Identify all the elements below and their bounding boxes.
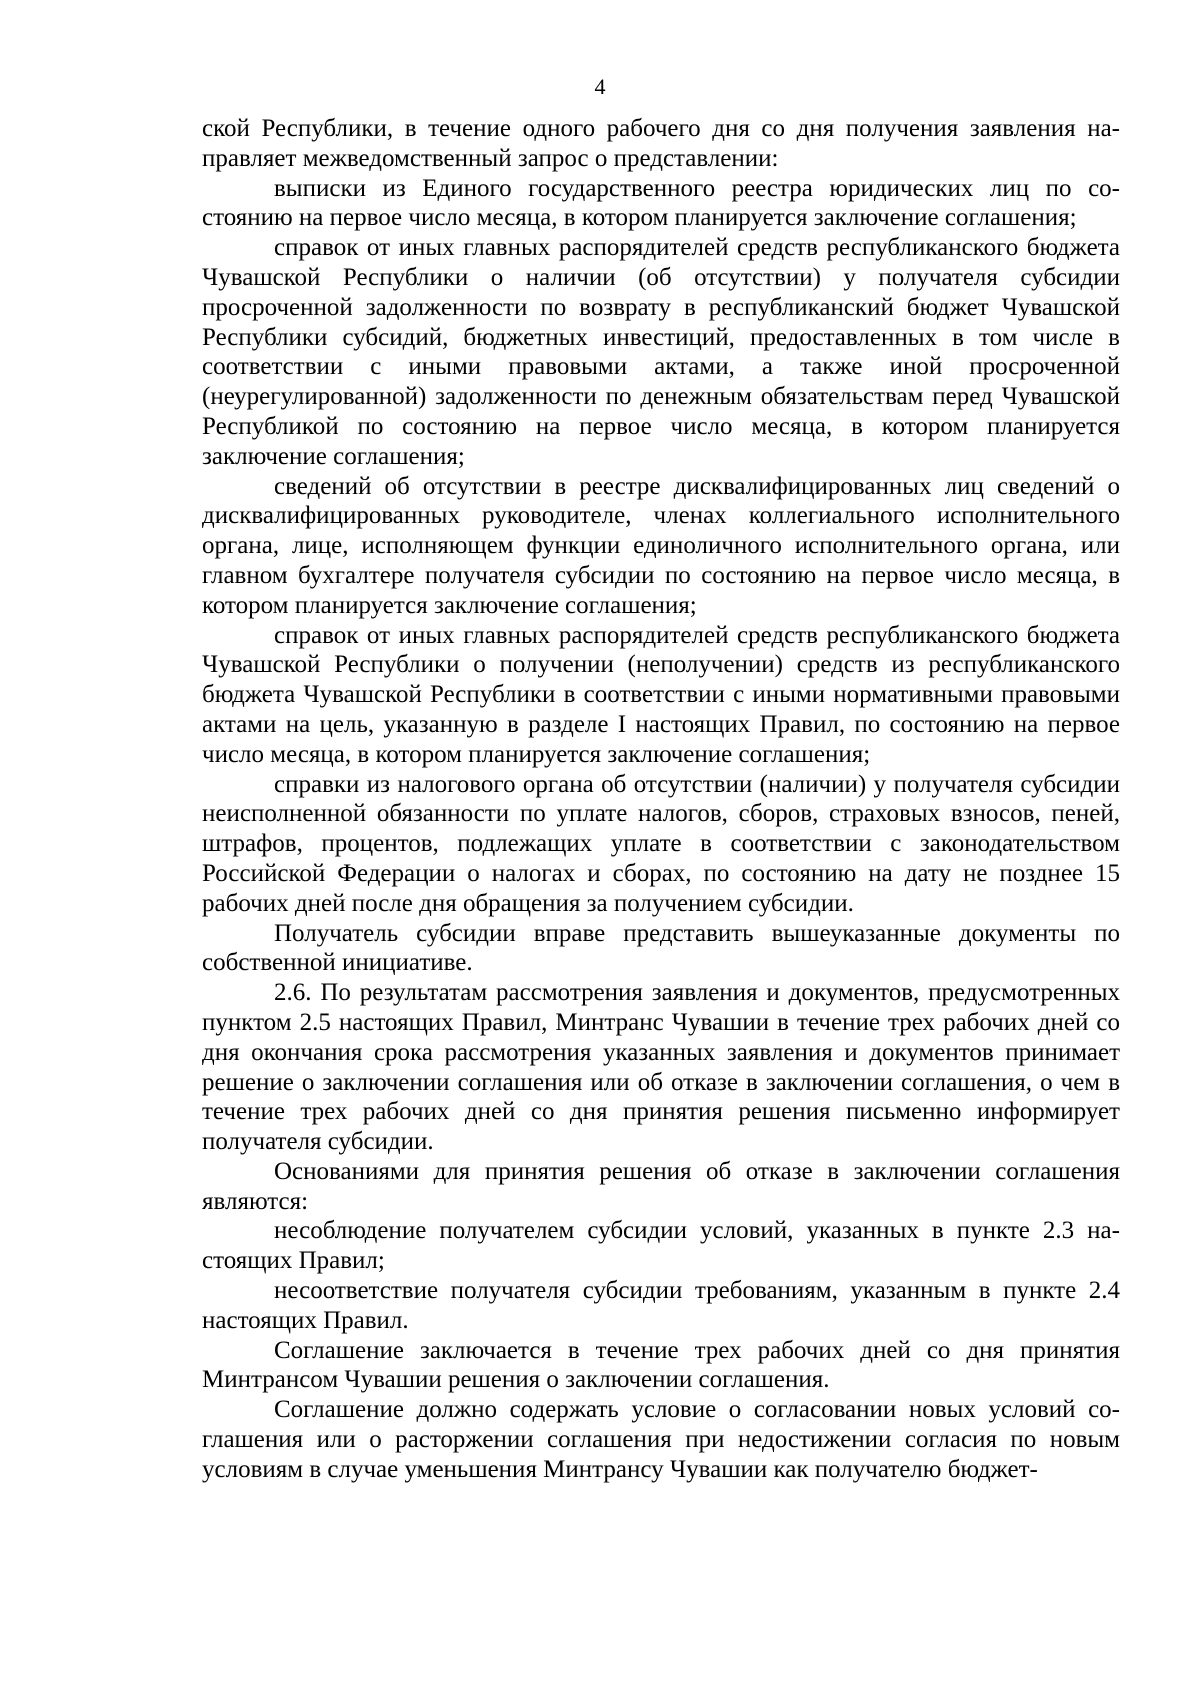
paragraph-refusal-ground-2: несоответствие получателя субсидии требованиям, указанным в пункте 2.4 настоящих Правил. [202,1277,1120,1334]
paragraph-agreement-conditions: Соглашение должно содержать условие о согласовании новых условий соглашения или о расторжении соглашения при недостижении согласия по новым условиям в случае уменьшения Минтрансу Чувашии как получателю бюджет- [202,1396,1120,1483]
paragraph-disqualified-persons: сведений об отсутствии в реестре дисквалифицированных лиц сведений о дисквалифицированных руководителе, членах коллегиального исполнительного органа, лице, исполняющем функции единоличного исполнительного органа, или главном бухгалтере получателя субсидии по состоянию на первое число месяца, в котором планируется заключение соглашения; [202,472,1120,619]
paragraph-refusal-ground-1: несоблюдение получателем субсидии условий, указанных в пункте 2.3 настоящих Правил; [202,1217,1120,1275]
paragraph-continuation: ской Республики, в течение одного рабочего дня со дня получения заявления направляет межведомственный запрос о представлении: [202,115,1120,172]
paragraph-own-initiative: Получатель субсидии вправе представить вышеуказанные документы по собственной инициативе. [202,919,1120,977]
paragraph-section-2-6: 2.6. По результатам рассмотрения заявления и документов, предусмотренных пунктом 2.5 настоящих Правил, Минтранс Чувашии в течение трех рабочих дней со дня окончания срока рассмотрения указанных заявления и документов принимает решение о заключении соглашения или об отказе в заключении соглашения, о чем в течение трех рабочих дней со дня принятия решения письменно информирует получателя субсидии. [202,979,1120,1156]
paragraph-agreement-term: Соглашение заключается в течение трех рабочих дней со дня принятия Минтрансом Чувашии решения о заключении соглашения. [202,1336,1120,1394]
document-body [202,114,1120,1485]
paragraph-tax-certificate: справки из налогового органа об отсутствии (наличии) у получателя субсидии неисполненной обязанности по уплате налогов, сборов, страховых взносов, пеней, штрафов, процентов, подлежащих уплате в соответствии с законодательством Российской Федерации о налогах и сборах, по состоянию на дату не позднее 15 рабочих дней после дня обращения за получением субсидии. [202,770,1120,917]
paragraph-refusal-grounds: Основаниями для принятия решения об отказе в заключении соглашения являются: [202,1157,1120,1215]
paragraph-egrul-extract: выписки из Единого государственного реестра юридических лиц по состоянию на первое число месяца, в котором планируется заключение соглашения; [202,174,1120,232]
page-number: 4 [594,74,606,99]
paragraph-funds-received: справок от иных главных распорядителей средств республиканского бюджета Чувашской Республики о получении (неполучении) средств из республиканского бюджета Чувашской Республики в соответствии с иными нормативными правовыми актами на цель, указанную в разделе I настоящих Правил, по состоянию на первое число месяца, в котором планируется заключение соглашения; [202,621,1120,768]
paragraph-debt-certificates: справок от иных главных распорядителей средств республиканского бюджета Чувашской Республики о наличии (об отсутствии) у получателя субсидии просроченной задолженности по возврату в республиканский бюджет Чувашской Республики субсидий, бюджетных инвестиций, предоставленных в том числе в соответствии с иными правовыми актами, а также иной просроченной (неурегулированной) задолженности по денежным обязательствам перед Чувашской Республикой по состоянию на первое число месяца, в котором планируется заключение соглашения; [202,234,1120,470]
